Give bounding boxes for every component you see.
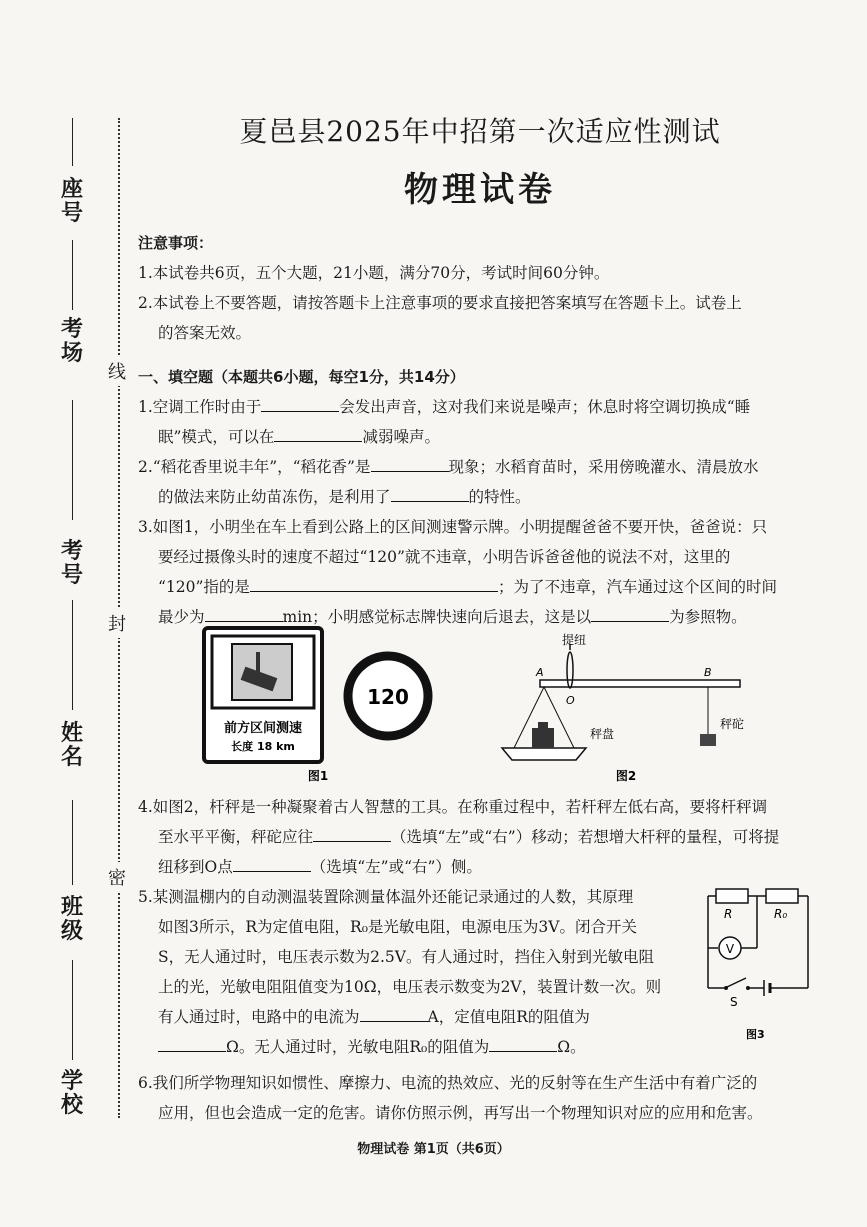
q2-text: 2.“稻花香里说丰年”，“稻花香”是: [138, 458, 371, 476]
label-o: O: [566, 694, 575, 707]
label-pan: 秤盘: [590, 727, 615, 741]
question-6: 6.我们所学物理知识如惯性、摩擦力、电流的热效应、光的反射等在生产生活中有着广泛的: [138, 1074, 758, 1092]
exam-title: 夏邑县2025年中招第一次适应性测试: [239, 115, 721, 148]
figure-2-caption: 图2: [615, 769, 637, 783]
q4-text: （选填“左”或“右”）移动；若想增大杆秤的量程，可将提: [391, 828, 780, 846]
school-blank: [72, 960, 73, 1060]
section-heading: 一、填空题（本题共6小题，每空1分，共14分）: [138, 368, 465, 386]
q5-text: A，定值电阻R的阻值为: [427, 1008, 590, 1026]
answer-blank: [391, 483, 469, 502]
q1-text: 眠”模式，可以在: [158, 428, 275, 446]
answer-blank: [250, 573, 498, 592]
question-4-block: [138, 792, 818, 882]
label-s: S: [730, 995, 738, 1009]
q5-text: 有人通过时，电路中的电流为: [158, 1008, 360, 1026]
figures-1-2: [138, 622, 818, 790]
q4-text: 至水平平衡，秤砣应往: [158, 828, 314, 846]
answer-blank: [313, 823, 391, 842]
room-label: 考场: [60, 317, 83, 366]
answer-blank: [205, 603, 283, 622]
notice-item-1: 1.本试卷共6页，五个大题，21小题，满分70分，考试时间60分钟。: [138, 264, 610, 282]
q5-text: Ω。: [557, 1038, 586, 1056]
question-6-cont: 应用，但也会造成一定的危害。请你仿照示例，再写出一个物理知识对应的应用和危害。: [158, 1104, 763, 1122]
q2-text: 的做法来防止幼苗冻伤，是利用了: [158, 488, 391, 506]
question-4: 4.如图2，杆秤是一种凝聚着古人智慧的工具。在称重过程中，若杆秤左低右高，要将杆秤调: [138, 798, 768, 816]
q1-text: 会发出声音，这对我们来说是噪声；休息时将空调切换成“睡: [339, 398, 751, 416]
speed-limit-value: 120: [367, 685, 409, 709]
q2-text: 的特性。: [468, 488, 531, 506]
question-4-cont: [138, 822, 818, 852]
question-5-cont: S，无人通过时，电压表示数为2.5V。有人通过时，挡住入射到光敏电阻: [158, 948, 654, 966]
seat-blank: [72, 118, 73, 166]
school-label: 学校: [60, 1069, 83, 1118]
question-5-block: [138, 882, 698, 1062]
speed-zone-sign: [204, 628, 322, 762]
label-v: V: [725, 942, 735, 956]
notice-heading: 注意事项：: [138, 234, 214, 252]
question-1-cont: [138, 422, 818, 452]
answer-blank: [158, 1033, 226, 1052]
q3-text: min；小明感觉标志牌快速向后退去，这是以: [282, 608, 592, 626]
figure-3: [700, 882, 818, 1052]
q3-text: “120”指的是: [158, 578, 250, 596]
q4-text: 纽移到O点: [158, 858, 233, 876]
exam-no-blank: [72, 400, 73, 520]
question-2: [138, 452, 818, 482]
label-a: A: [536, 666, 544, 679]
question-5-cont: [138, 1032, 698, 1062]
label-r0: R₀: [774, 907, 788, 921]
question-3: 3.如图1，小明坐在车上看到公路上的区间测速警示牌。小明提醒爸爸不要开快，爸爸说：只: [138, 518, 768, 536]
answer-blank: [261, 393, 339, 412]
class-blank: [72, 800, 73, 885]
speed-limit-sign: [348, 656, 428, 736]
seal-char-mi: 密: [108, 862, 126, 892]
answer-blank: [489, 1033, 557, 1052]
exam-content: [138, 228, 818, 632]
q5-text: Ω。无人通过时，光敏电阻R₀的阻值为: [226, 1038, 490, 1056]
sign-line-1: 前方区间测速: [223, 721, 303, 736]
label-tinuo: 提纽: [562, 633, 587, 647]
notice-item-2-cont: 的答案无效。: [158, 324, 252, 342]
page-footer: 物理试卷 第1页（共6页）: [357, 1142, 510, 1157]
answer-blank: [591, 603, 669, 622]
question-1: [138, 392, 818, 422]
q1-text: 1.空调工作时由于: [138, 398, 262, 416]
class-label: 班级: [60, 895, 83, 944]
question-6-block: [138, 1068, 828, 1128]
seat-label: 座号: [60, 177, 83, 226]
q2-text: 现象；水稻育苗时，采用傍晚灌水、清晨放水: [448, 458, 759, 476]
question-2-cont: [138, 482, 818, 512]
figure-3-caption: 图3: [746, 1028, 765, 1041]
name-blank: [72, 600, 73, 710]
answer-blank: [233, 853, 311, 872]
answer-blank: [360, 1003, 428, 1022]
exam-no-label: 考号: [60, 539, 83, 588]
sign-line-2: 长度 18 km: [231, 740, 295, 753]
q3-text: 为参照物。: [669, 608, 747, 626]
seal-char-line: 线: [108, 356, 126, 386]
question-3-cont: 要经过摄像头时的速度不超过“120”就不违章，小明告诉爸爸他的说法不对，这里的: [158, 548, 731, 566]
label-b: B: [704, 666, 712, 679]
label-tuo: 秤砣: [720, 717, 745, 731]
q1-text: 减弱噪声。: [362, 428, 440, 446]
question-4-cont: [138, 852, 818, 882]
label-r: R: [724, 907, 733, 921]
circuit-diagram: [700, 882, 818, 1052]
room-blank: [72, 240, 73, 310]
name-label: 姓名: [60, 721, 83, 770]
answer-blank: [274, 423, 362, 442]
answer-blank: [371, 453, 449, 472]
steelyard-diagram: [502, 632, 744, 760]
question-5-cont: [138, 1002, 698, 1032]
binding-margin: [0, 0, 130, 1227]
q3-text: 最少为: [158, 608, 205, 626]
seal-char-feng: 封: [108, 608, 126, 638]
notice-item-2: 2.本试卷上不要答题，请按答题卡上注意事项的要求直接把答案填写在答题卡上。试卷上: [138, 294, 742, 312]
question-5-cont: 上的光，光敏电阻阻值变为10Ω，电压表示数变为2V，装置计数一次。则: [158, 978, 662, 996]
figure-1-caption: 图1: [307, 769, 329, 783]
question-5-cont: 如图3所示，R为定值电阻，R₀是光敏电阻，电源电压为3V。闭合开关: [158, 918, 637, 936]
subject-title: 物理试卷: [404, 170, 556, 210]
question-5: 5.某测温棚内的自动测温装置除测量体温外还能记录通过的人数，其原理: [138, 888, 634, 906]
question-3-cont: [138, 572, 818, 602]
q4-text: （选填“左”或“右”）侧。: [310, 858, 482, 876]
q3-text: ；为了不违章，汽车通过这个区间的时间: [497, 578, 777, 596]
figure-row: [138, 622, 818, 790]
